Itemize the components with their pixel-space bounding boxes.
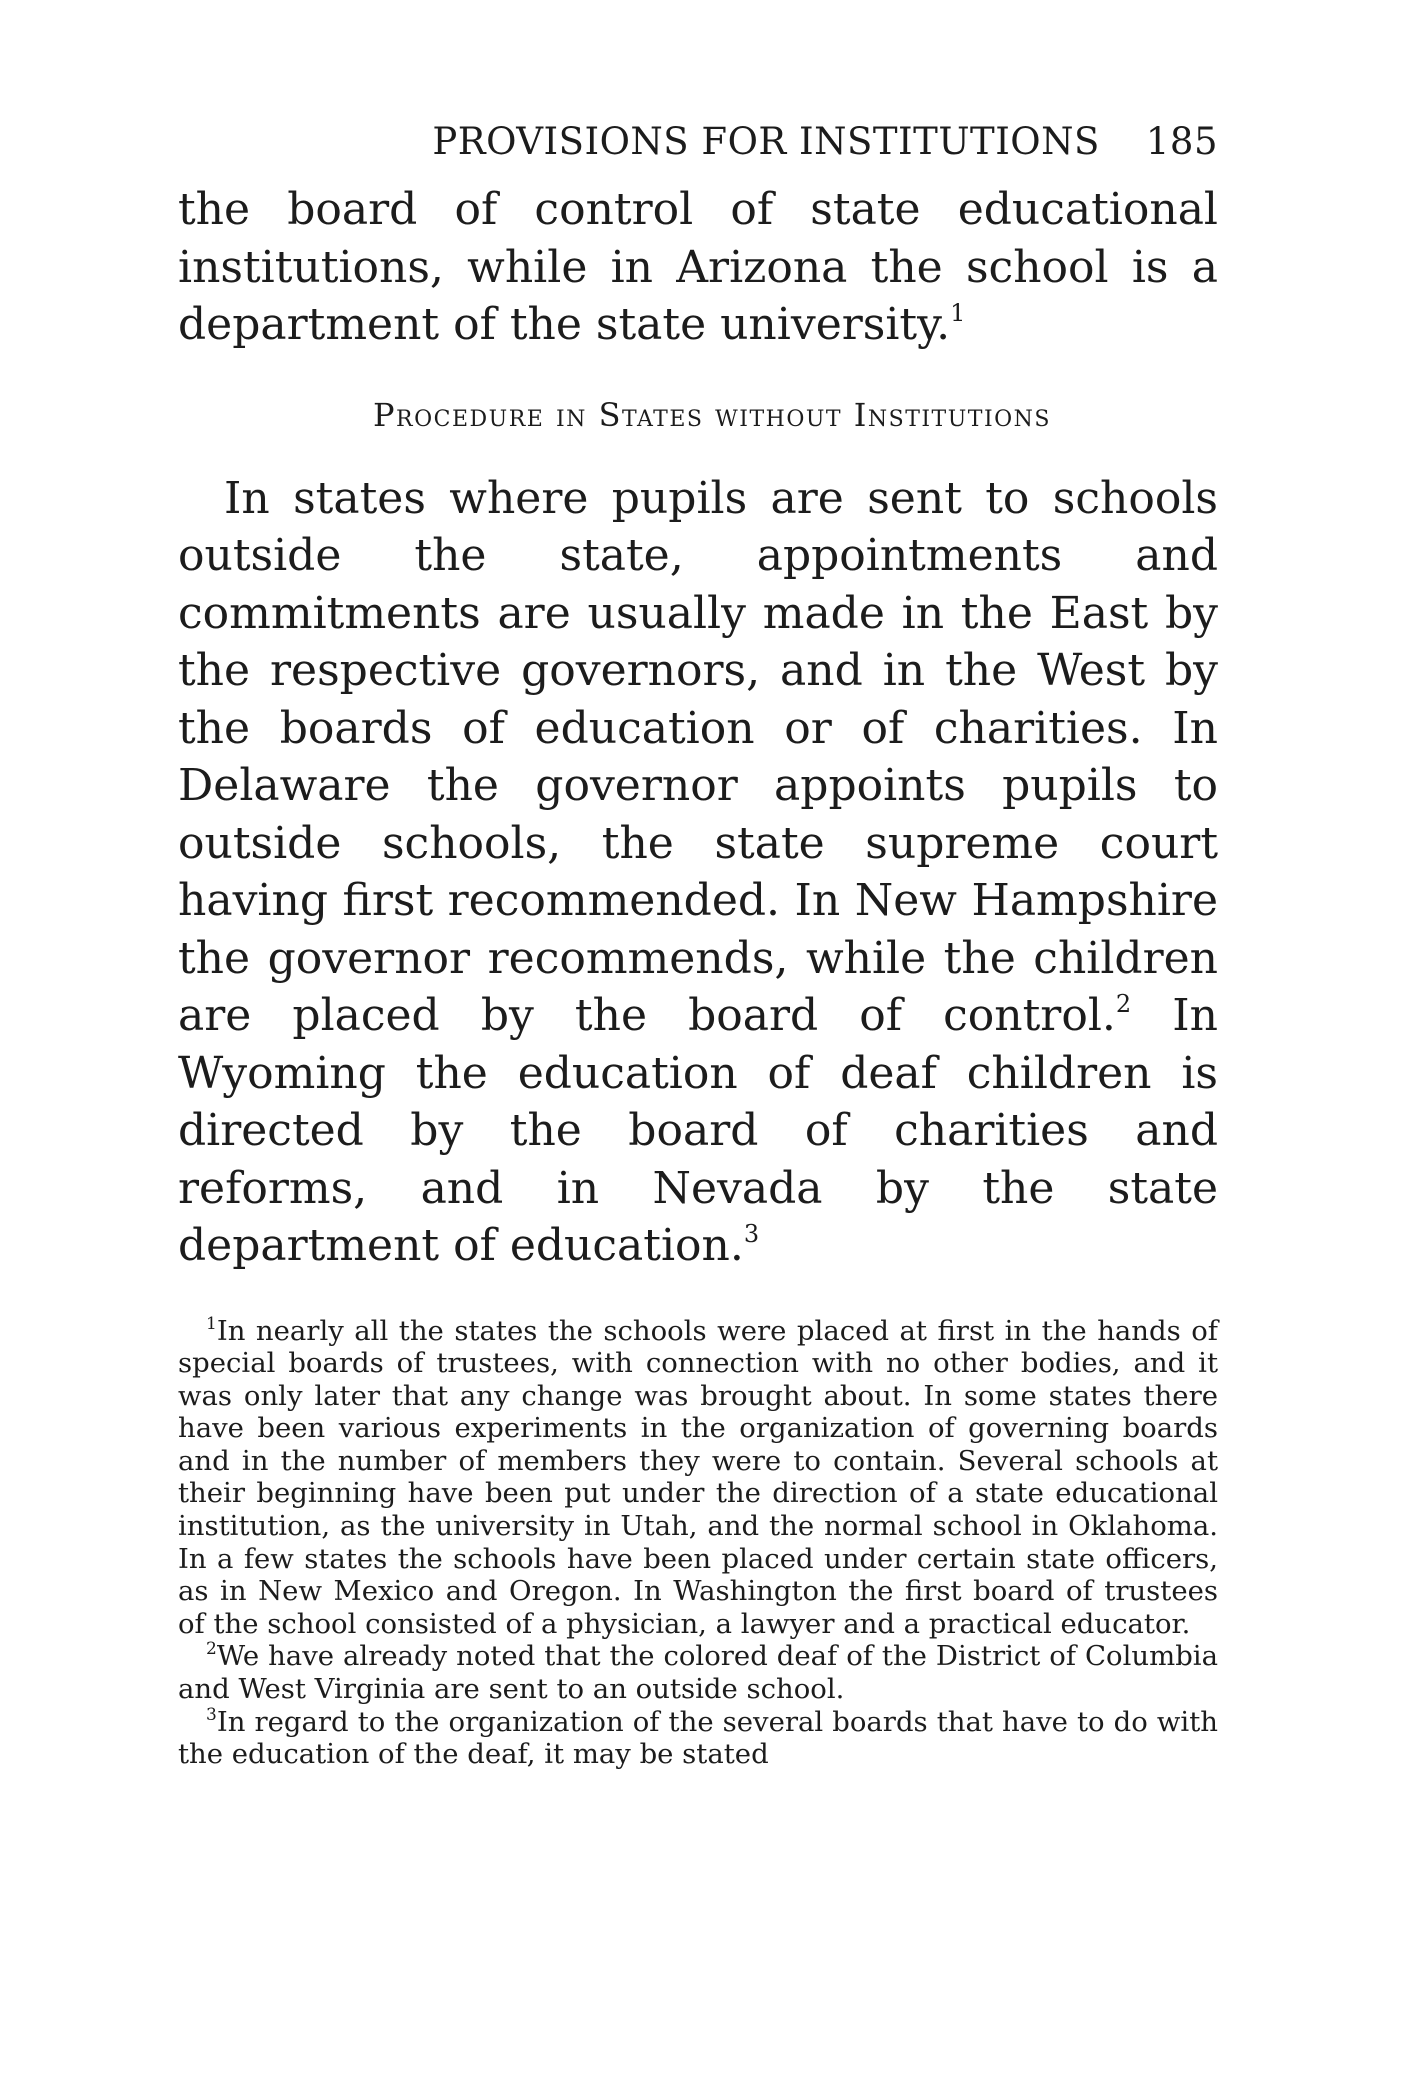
paragraph-text: In Wyoming the education of deaf children is directed by the board of charities and reforms, and in Nevada by the state department of education. [178,990,1218,1271]
paragraph-procedure [178,470,1218,1275]
footnote-reference[interactable]: 1 [950,299,966,327]
paragraph-continued [178,181,1218,354]
page-number: 185 [1145,120,1218,163]
footnote-marker: 1 [206,1313,217,1334]
footnote-reference[interactable]: 3 [743,1220,760,1248]
book-page [178,120,1218,1771]
footnote [178,1315,1218,1641]
footnote [178,1640,1218,1705]
footnote-text: We have already noted that the colored deaf of the District of Columbia and West Virginia are sent to an outside school. [178,1640,1218,1706]
footnote [178,1706,1218,1771]
footnote-text: In regard to the organization of the several boards that have to do with the education of the deaf, it may be stated [178,1705,1218,1771]
section-heading: Procedure in States without Institutions [372,395,1051,434]
running-head [178,120,1218,163]
paragraph-text: In states where pupils are sent to schools outside the state, appointments and commitments are usually made in the East by the respective governors, and in the West by the boards of education or of charities. In Delaware the governor appoints pupils to outside schools, the state supreme court having first recommended. In New Hampshire the governor recommends, while the children are placed by the board of control. [178,472,1218,1041]
footnote-reference[interactable]: 2 [1115,990,1132,1018]
footnote-marker: 3 [206,1704,217,1725]
paragraph-text: the board of control of state educational institutions, while in Arizona the school is a department of the state university. [178,184,1218,350]
footnote-text: In nearly all the states the schools were placed at first in the hands of special boards of trustees, with connection with no other bodies, and it was only later that any change was brought about. In some states there have been various experiments in the organization of governing boards and in the number of members they were to contain. Several schools at their beginning have been put under the direction of a state educational institution, as the university in Utah, and the normal school in Oklahoma. In a few states the schools have been placed under certain state officers, as in New Mexico and Oregon. In Washington the first board of trustees of the school consisted of a physician, a lawyer and a practical educator. [178,1314,1218,1640]
footnote-marker: 2 [206,1639,217,1660]
running-head-title: PROVISIONS FOR INSTITUTIONS [432,120,1100,163]
footnotes [178,1315,1218,1771]
